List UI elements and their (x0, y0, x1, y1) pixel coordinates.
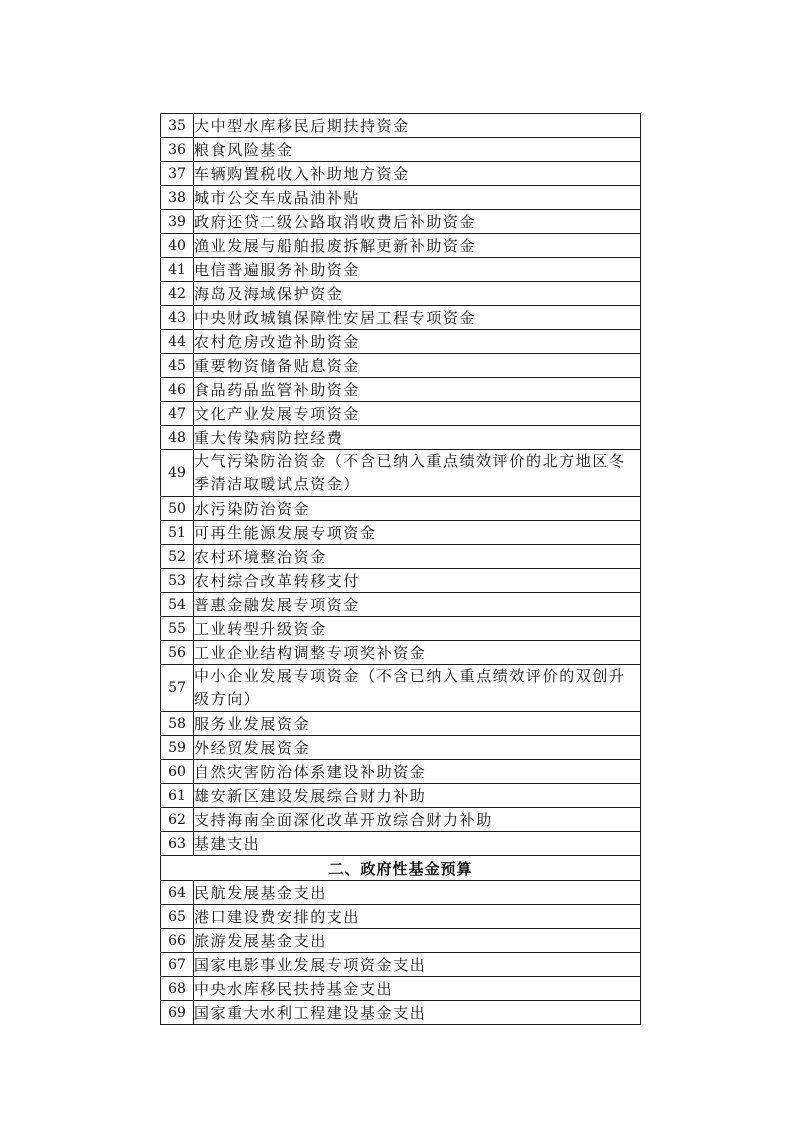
row-number: 65 (161, 905, 194, 929)
table-row (161, 905, 641, 929)
row-number: 57 (161, 665, 194, 712)
table-row (161, 402, 641, 426)
fund-name: 大气污染防治资金（不含已纳入重点绩效评价的北方地区冬季清洁取暖试点资金） (194, 450, 641, 497)
table-row (161, 832, 641, 856)
fund-name: 农村危房改造补助资金 (194, 330, 641, 354)
row-number: 47 (161, 402, 194, 426)
row-number: 50 (161, 497, 194, 521)
row-number: 35 (161, 114, 194, 138)
row-number: 37 (161, 162, 194, 186)
table-row (161, 617, 641, 641)
row-number: 61 (161, 784, 194, 808)
row-number: 68 (161, 977, 194, 1001)
table-row (161, 977, 641, 1001)
fund-name: 电信普遍服务补助资金 (194, 258, 641, 282)
row-number: 44 (161, 330, 194, 354)
table-row (161, 641, 641, 665)
fund-name: 可再生能源发展专项资金 (194, 521, 641, 545)
row-number: 43 (161, 306, 194, 330)
row-number: 63 (161, 832, 194, 856)
row-number: 59 (161, 736, 194, 760)
row-number: 51 (161, 521, 194, 545)
table-row (161, 808, 641, 832)
table-row (161, 162, 641, 186)
fund-name: 民航发展基金支出 (194, 881, 641, 905)
fund-name: 文化产业发展专项资金 (194, 402, 641, 426)
fund-name: 国家重大水利工程建设基金支出 (194, 1001, 641, 1025)
table-row (161, 354, 641, 378)
fund-name: 车辆购置税收入补助地方资金 (194, 162, 641, 186)
table-row (161, 378, 641, 402)
row-number: 60 (161, 760, 194, 784)
row-number: 58 (161, 712, 194, 736)
table-row (161, 497, 641, 521)
fund-name: 农村环境整治资金 (194, 545, 641, 569)
table-row (161, 258, 641, 282)
table-row (161, 114, 641, 138)
table-row (161, 306, 641, 330)
row-number: 62 (161, 808, 194, 832)
fund-name: 海岛及海域保护资金 (194, 282, 641, 306)
table-row (161, 569, 641, 593)
table-row (161, 450, 641, 497)
row-number: 40 (161, 234, 194, 258)
table-row (161, 784, 641, 808)
row-number: 55 (161, 617, 194, 641)
table-row (161, 186, 641, 210)
table-row (161, 426, 641, 450)
fund-name: 港口建设费安排的支出 (194, 905, 641, 929)
fund-name: 粮食风险基金 (194, 138, 641, 162)
row-number: 46 (161, 378, 194, 402)
table-row (161, 545, 641, 569)
table-row (161, 138, 641, 162)
fund-name: 渔业发展与船舶报废拆解更新补助资金 (194, 234, 641, 258)
row-number: 48 (161, 426, 194, 450)
row-number: 53 (161, 569, 194, 593)
fund-name: 旅游发展基金支出 (194, 929, 641, 953)
fund-name: 支持海南全面深化改革开放综合财力补助 (194, 808, 641, 832)
row-number: 52 (161, 545, 194, 569)
table-row (161, 712, 641, 736)
row-number: 41 (161, 258, 194, 282)
table-row (161, 234, 641, 258)
fund-name: 政府还贷二级公路取消收费后补助资金 (194, 210, 641, 234)
row-number: 67 (161, 953, 194, 977)
fund-name: 中小企业发展专项资金（不含已纳入重点绩效评价的双创升级方向） (194, 665, 641, 712)
fund-name: 普惠金融发展专项资金 (194, 593, 641, 617)
row-number: 45 (161, 354, 194, 378)
row-number: 64 (161, 881, 194, 905)
fund-name: 中央财政城镇保障性安居工程专项资金 (194, 306, 641, 330)
fund-name: 城市公交车成品油补贴 (194, 186, 641, 210)
funds-table (160, 113, 641, 1025)
fund-name: 自然灾害防治体系建设补助资金 (194, 760, 641, 784)
fund-name: 农村综合改革转移支付 (194, 569, 641, 593)
row-number: 56 (161, 641, 194, 665)
funds-table-container (160, 113, 641, 1025)
table-row (161, 929, 641, 953)
fund-name: 重要物资储备贴息资金 (194, 354, 641, 378)
row-number: 49 (161, 450, 194, 497)
fund-name: 工业企业结构调整专项奖补资金 (194, 641, 641, 665)
table-row (161, 210, 641, 234)
row-number: 66 (161, 929, 194, 953)
table-row (161, 1001, 641, 1025)
fund-name: 基建支出 (194, 832, 641, 856)
row-number: 54 (161, 593, 194, 617)
row-number: 36 (161, 138, 194, 162)
table-row (161, 665, 641, 712)
fund-name: 国家电影事业发展专项资金支出 (194, 953, 641, 977)
fund-name: 外经贸发展资金 (194, 736, 641, 760)
row-number: 69 (161, 1001, 194, 1025)
funds-table-body (161, 114, 641, 1025)
table-row (161, 881, 641, 905)
row-number: 38 (161, 186, 194, 210)
fund-name: 食品药品监管补助资金 (194, 378, 641, 402)
fund-name: 水污染防治资金 (194, 497, 641, 521)
fund-name: 服务业发展资金 (194, 712, 641, 736)
table-row (161, 282, 641, 306)
fund-name: 雄安新区建设发展综合财力补助 (194, 784, 641, 808)
table-row (161, 760, 641, 784)
row-number: 39 (161, 210, 194, 234)
fund-name: 大中型水库移民后期扶持资金 (194, 114, 641, 138)
table-row (161, 330, 641, 354)
table-row (161, 736, 641, 760)
fund-name: 重大传染病防控经费 (194, 426, 641, 450)
table-row (161, 521, 641, 545)
fund-name: 工业转型升级资金 (194, 617, 641, 641)
fund-name: 中央水库移民扶持基金支出 (194, 977, 641, 1001)
table-row (161, 593, 641, 617)
section-header-row (161, 856, 641, 881)
table-row (161, 953, 641, 977)
row-number: 42 (161, 282, 194, 306)
section-title: 二、政府性基金预算 (161, 856, 641, 881)
